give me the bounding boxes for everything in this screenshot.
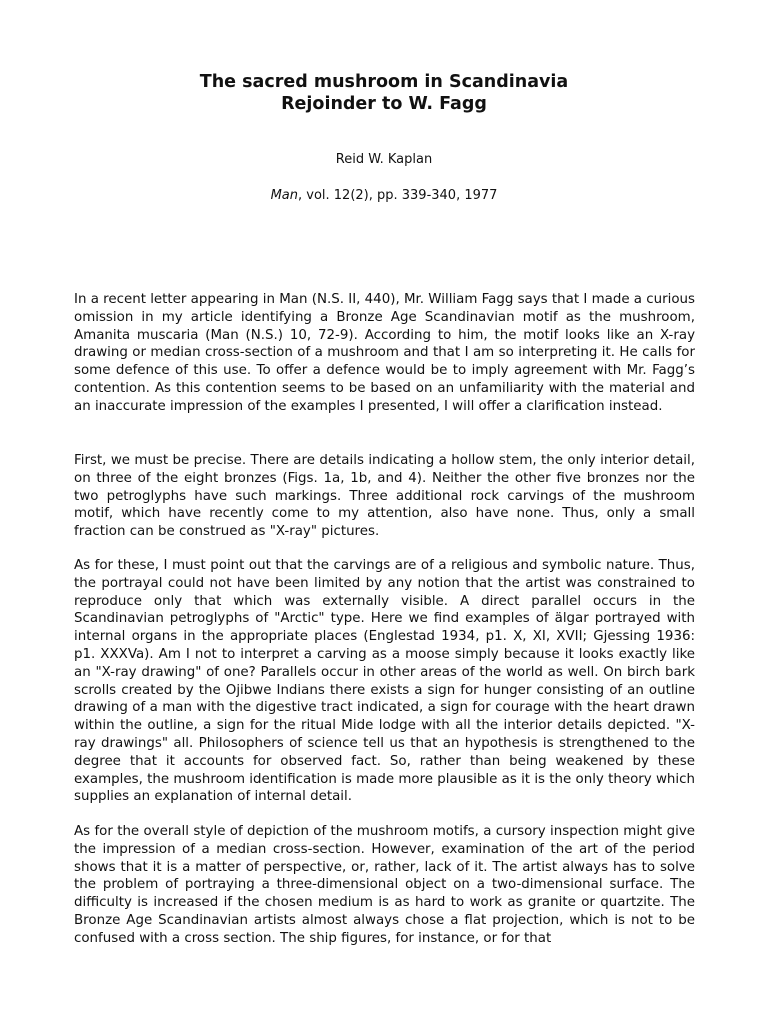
document-subtitle: Rejoinder to W. Fagg	[281, 94, 487, 114]
body-paragraph-4: As for the overall style of depiction of the mushroom motifs, a cursory inspection might give the impression of a median cross-section. However, examination of the art of the period shows that it is a matter of perspective, or, rather, lack of it. The artist always has to solve the problem of portraying a three-dimensional object on a two-dimensional surface. The difficulty is increased if the chosen medium is as hard to work as granite or quartzite. The Bronze Age Scandinavian artists almost always chose a flat projection, which is not to be confused with a cross section. The ship figures, for instance, or for that	[74, 824, 695, 946]
body-paragraph-1: In a recent letter appearing in Man (N.S. II, 440), Mr. William Fagg says that I made a curious omission in my article identifying a Bronze Age Scandinavian motif as the mushroom, Amanita muscaria (Man (N.S.) 10, 72-9). According to him, the motif looks like an X-ray drawing or median cross-section of a mushroom and that I am so interpreting it. He calls for some defence of this use. To offer a defence would be to imply agreement with Mr. Fagg’s contention. As this contention seems to be based on an unfamiliarity with the material and an inaccurate impression of the examples I presented, I will offer a clarification instead.	[74, 292, 696, 414]
author-name: Reid W. Kaplan	[335, 152, 433, 167]
body-paragraph-2: First, we must be precise. There are details indicating a hollow stem, the only interior detail, on three of the eight bronzes (Figs. 1a, 1b, and 4). Neither the other five bronzes nor the two petroglyphs have such markings. Three additional rock carvings of the mushroom motif, which have recently come to my attention, also have none. Thus, only a small fraction can be construed as "X-ray" pictures.	[74, 453, 695, 540]
citation-details: , vol. 12(2), pp. 339-340, 1977	[297, 188, 498, 203]
document-title: The sacred mushroom in Scandinavia	[199, 72, 569, 92]
citation	[0, 187, 768, 205]
citation-journal: Man	[270, 188, 298, 203]
body-paragraph-3: As for these, I must point out that the carvings are of a religious and symbolic nature. Thus, the portrayal could not have been limited by any notion that the artist was constrained to reproduce only that which was externally visible. A direct parallel occurs in the Scandinavian petroglyphs of "Arctic" type. Here we find examples of älgar portrayed with internal organs in the appropriate places (Englestad 1934, p1. X, XI, XVII; Gjessing 1936: p1. XXXVa). Am I not to interpret a carving as a moose simply because it looks exactly like an "X-ray drawing" of one? Parallels occur in other areas of the world as well. On birch bark scrolls created by the Ojibwe Indians there exists a sign for hunger consisting of an outline drawing of a man with the digestive tract indicated, a sign for courage with the heart drawn within the outline, a sign for the ritual Mide lodge with all the interior details depicted. "X-ray drawings" all. Philosophers of science tell us that an hypothesis is strengthened to the degree that it accounts for observed fact. So, rather than being weakened by these examples, the mushroom identification is made more plausible as it is the only theory which supplies an explanation of internal detail.	[74, 558, 695, 805]
